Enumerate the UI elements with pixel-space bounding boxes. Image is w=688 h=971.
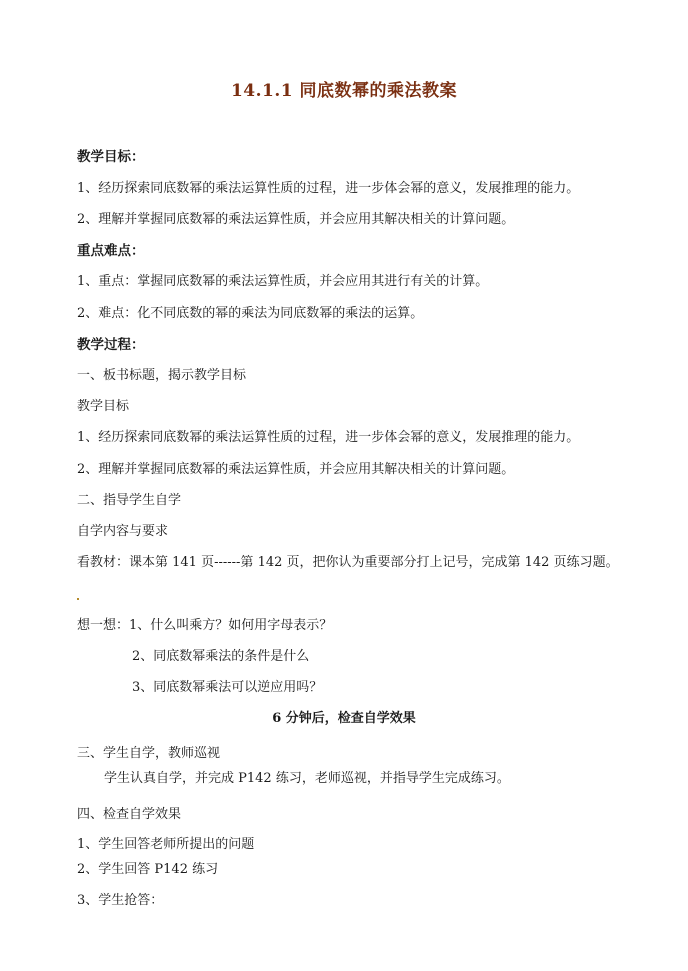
- step-4-item-2: 2、学生回答 P142 练习: [77, 862, 219, 877]
- think-question-2: 2、同底数幂乘法的条件是什么: [132, 649, 310, 664]
- key-point-1: 1、重点：掌握同底数幂的乘法运算性质，并会应用其进行有关的计算。: [77, 274, 489, 289]
- step-1-subtitle: 教学目标: [77, 399, 130, 414]
- step-1-title: 一、板书标题，揭示教学目标: [77, 368, 247, 383]
- page-title: 14.1.1 同底数幂的乘法教案: [230, 81, 458, 101]
- step-3-detail: 学生认真自学，并完成 P142 练习，老师巡视，并指导学生完成练习。: [104, 771, 510, 786]
- goals-heading: 教学目标：: [77, 149, 145, 165]
- step-4-item-1: 1、学生回答老师所提出的问题: [77, 837, 255, 852]
- goal-item-2: 2、理解并掌握同底数幂的乘法运算性质，并会应用其解决相关的计算问题。: [77, 212, 515, 227]
- process-heading: 教学过程：: [77, 337, 145, 353]
- reading-instruction: 看教材：课本第 141 页------第 142 页，把你认为重要部分打上记号，完成第 142 页练习题。: [77, 555, 619, 570]
- key-points-heading: 重点难点：: [77, 243, 145, 259]
- step-4-item-3: 3、学生抢答：: [77, 893, 164, 908]
- step-3-title: 三、学生自学，教师巡视: [77, 746, 221, 761]
- think-question-1: 想一想：1、什么叫乘方？如何用字母表示？: [77, 618, 333, 633]
- step-4-title: 四、检查自学效果: [77, 807, 182, 822]
- think-question-3: 3、同底数幂乘法可以逆应用吗？: [132, 680, 323, 695]
- step-2-subtitle: 自学内容与要求: [77, 524, 169, 539]
- step-1-goal-2: 2、理解并掌握同底数幂的乘法运算性质，并会应用其解决相关的计算问题。: [77, 462, 515, 477]
- goal-item-1: 1、经历探索同底数幂的乘法运算性质的过程，进一步体会幂的意义，发展推理的能力。: [77, 181, 580, 196]
- stray-mark: [77, 598, 79, 600]
- check-time-note: 6 分钟后，检查自学效果: [272, 711, 416, 726]
- key-point-2: 2、难点：化不同底数的幂的乘法为同底数幂的乘法的运算。: [77, 306, 424, 321]
- step-1-goal-1: 1、经历探索同底数幂的乘法运算性质的过程，进一步体会幂的意义，发展推理的能力。: [77, 430, 580, 445]
- step-2-title: 二、指导学生自学: [77, 493, 182, 508]
